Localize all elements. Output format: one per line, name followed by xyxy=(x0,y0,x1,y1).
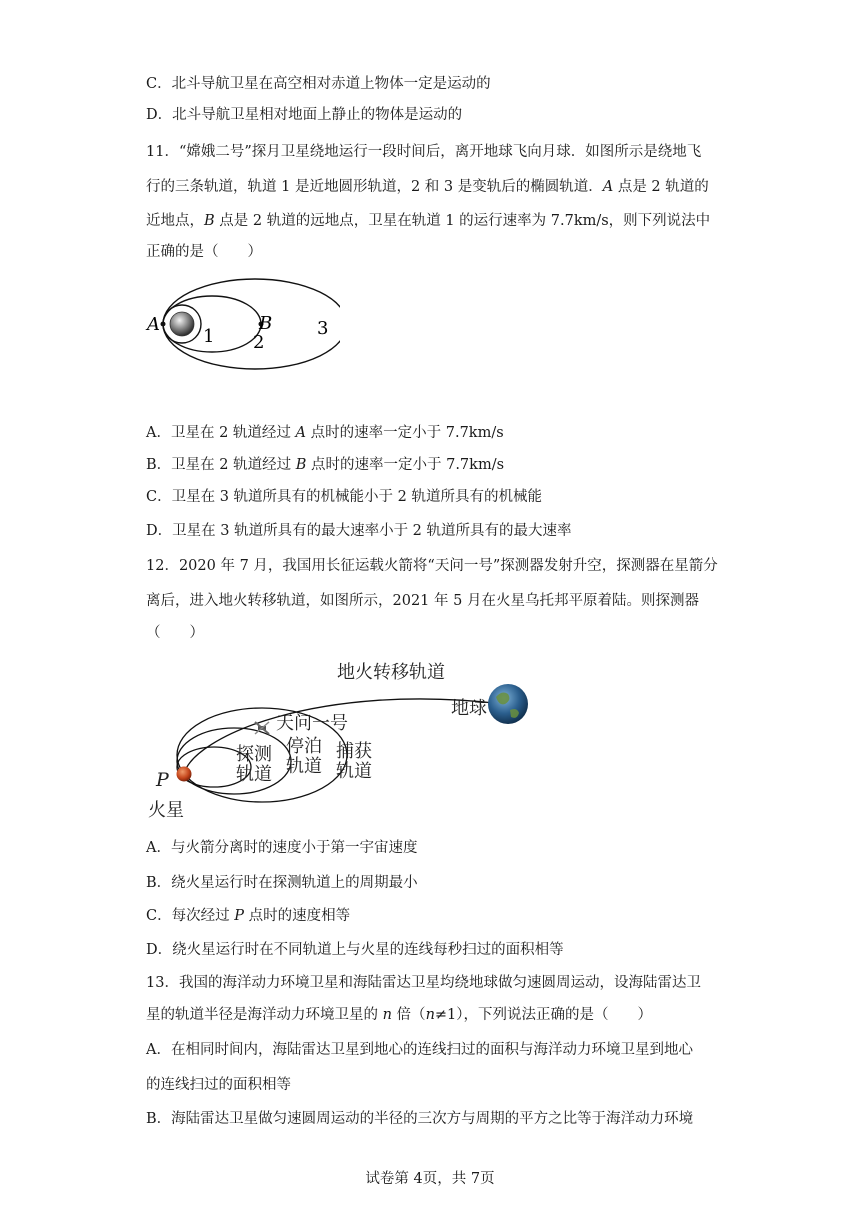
label-a: A xyxy=(147,314,160,335)
q10-option-d: D．北斗导航卫星相对地面上静止的物体是运动的 xyxy=(146,107,463,123)
q10-option-c: C．北斗导航卫星在高空相对赤道上物体一定是运动的 xyxy=(146,76,491,92)
q11-option-d: D．卫星在 3 轨道所具有的最大速率小于 2 轨道所具有的最大速率 xyxy=(146,523,572,539)
earth-globe-icon xyxy=(488,684,528,724)
q11-stem-line-3: 近地点，B 点是 2 轨道的远地点，卫星在轨道 1 的运行速率为 7.7km/s，则下列说法中 xyxy=(146,213,711,229)
detect-orbit-label-2: 轨道 xyxy=(236,764,272,785)
mars-label: 火星 xyxy=(148,800,184,821)
q11-stem-line-2: 行的三条轨道，轨道 1 是近地圆形轨道，2 和 3 是变轨后的椭圆轨道．A 点是 2 轨道的 xyxy=(146,179,709,195)
q13-stem-line-2: 星的轨道半径是海洋动力环境卫星的 n 倍（n≠1），下列说法正确的是（ ） xyxy=(146,1007,653,1023)
earth-icon xyxy=(170,312,194,336)
q13-option-b-line-1: B．海陆雷达卫星做匀速圆周运动的半径的三次方与周期的平方之比等于海洋动力环境 xyxy=(146,1111,694,1127)
q13-option-a-line-2: 的连线扫过的面积相等 xyxy=(146,1077,291,1093)
label-b: B xyxy=(259,313,273,334)
q11-option-b: B．卫星在 2 轨道经过 B 点时的速率一定小于 7.7km/s xyxy=(146,457,505,473)
q11-stem-line-4: 正确的是（ ） xyxy=(146,244,262,260)
q13-option-a-line-1: A．在相同时间内，海陆雷达卫星到地心的连线扫过的面积与海洋动力环境卫星到地心 xyxy=(146,1042,693,1058)
label-3: 3 xyxy=(317,318,329,339)
q12-stem-line-2: 离后，进入地火转移轨道，如图所示，2021 年 5 月在火星乌托邦平原着陆。则探测器 xyxy=(146,593,699,609)
page-footer: 试卷第 4页，共 7页 xyxy=(365,1171,495,1187)
q12-option-a: A．与火箭分离时的速度小于第一宇宙速度 xyxy=(146,840,418,856)
orbit-diagram xyxy=(140,272,340,382)
detect-orbit-label-1: 探测 xyxy=(236,744,272,765)
mars-icon xyxy=(177,767,192,782)
q11-stem-line-1: 11．“嫦娥二号”探月卫星绕地运行一段时间后，离开地球飞向月球．如图所示是绕地飞 xyxy=(146,144,702,160)
point-p-label: P xyxy=(156,769,169,791)
label-2: 2 xyxy=(253,332,265,353)
q11-option-a: A．卫星在 2 轨道经过 A 点时的速率一定小于 7.7km/s xyxy=(146,425,504,441)
q12-stem-line-3: （ ） xyxy=(146,625,204,641)
q12-option-d: D．绕火星运行时在不同轨道上与火星的连线每秒扫过的面积相等 xyxy=(146,942,564,958)
q12-option-c: C．每次经过 P 点时的速度相等 xyxy=(146,908,351,924)
capture-orbit-label-1: 捕获 xyxy=(336,741,372,762)
q12-option-b: B．绕火星运行时在探测轨道上的周期最小 xyxy=(146,875,418,891)
mars-transfer-diagram xyxy=(138,652,538,824)
transfer-orbit-label: 地火转移轨道 xyxy=(337,662,445,683)
parking-orbit-label-2: 轨道 xyxy=(286,756,322,777)
parking-orbit-label-1: 停泊 xyxy=(286,736,322,757)
q13-stem-line-1: 13．我国的海洋动力环境卫星和海陆雷达卫星均绕地球做匀速圆周运动，设海陆雷达卫 xyxy=(146,975,701,991)
label-1: 1 xyxy=(203,326,215,347)
q12-stem-line-1: 12．2020 年 7 月，我国用长征运载火箭将“天问一号”探测器发射升空，探测器在星箭分 xyxy=(146,558,718,574)
q11-option-c: C．卫星在 3 轨道所具有的机械能小于 2 轨道所具有的机械能 xyxy=(146,489,542,505)
capture-orbit-label-2: 轨道 xyxy=(336,761,372,782)
point-a-dot xyxy=(161,322,166,327)
earth-label: 地球 xyxy=(451,698,487,719)
probe-label: 天问一号 xyxy=(276,713,348,734)
